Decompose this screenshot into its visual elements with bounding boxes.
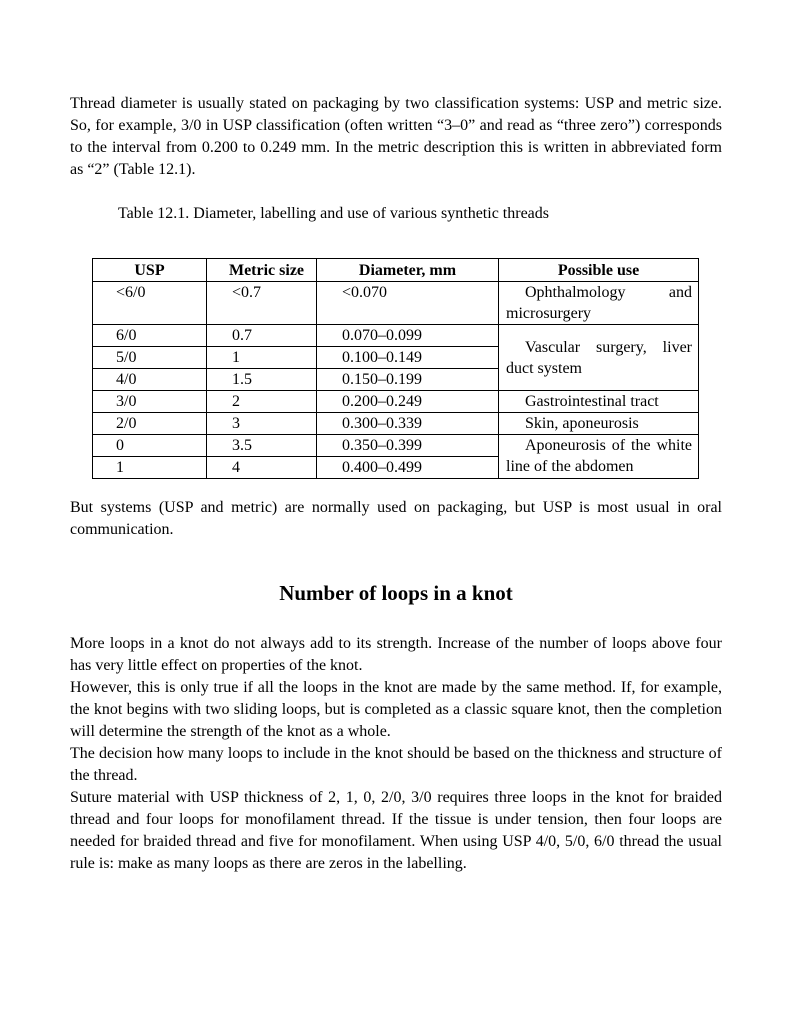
metric-cell: 3	[207, 413, 317, 435]
metric-cell: 3.5	[207, 435, 317, 457]
table-row	[93, 413, 699, 435]
table-row	[93, 282, 699, 325]
body-paragraph: The decision how many loops to include in the knot should be based on the thickness and structure of the thread.	[70, 745, 722, 784]
usp-cell: 4/0	[93, 369, 207, 391]
diameter-cell: 0.400–0.499	[317, 457, 499, 479]
use-cell: Ophthalmology and microsurgery	[499, 282, 699, 325]
use-cell: Aponeurosis of the white line of the abdomen	[499, 435, 699, 479]
usp-cell: 0	[93, 435, 207, 457]
metric-cell: 1	[207, 347, 317, 369]
usp-cell: 2/0	[93, 413, 207, 435]
metric-cell: <0.7	[207, 282, 317, 325]
body-paragraph: More loops in a knot do not always add to its strength. Increase of the number of loops above four has very little effect on properties of the knot.	[70, 635, 722, 674]
header-metric: Metric size	[207, 259, 317, 282]
table-row	[93, 391, 699, 413]
body-paragraph: Suture material with USP thickness of 2, 1, 0, 2/0, 3/0 requires three loops in the knot for braided thread and four loops for monofilament thread. If the tissue is under tension, then four loops are needed for braided thread and five for monofilament. When using USP 4/0, 5/0, 6/0 thread the usual rule is: make as many loops as there are zeros in the labelling.	[70, 789, 722, 872]
table-wrapper	[92, 258, 722, 479]
usp-cell: 1	[93, 457, 207, 479]
diameter-cell: 0.300–0.339	[317, 413, 499, 435]
use-cell: Vascular surgery, liver duct system	[499, 325, 699, 391]
diameter-cell: 0.070–0.099	[317, 325, 499, 347]
table-row	[93, 325, 699, 347]
table-row	[93, 435, 699, 457]
header-use: Possible use	[499, 259, 699, 282]
use-cell: Gastrointestinal tract	[499, 391, 699, 413]
metric-cell: 2	[207, 391, 317, 413]
usp-cell: <6/0	[93, 282, 207, 325]
usp-cell: 3/0	[93, 391, 207, 413]
diameter-cell: 0.100–0.149	[317, 347, 499, 369]
diameter-cell: 0.150–0.199	[317, 369, 499, 391]
usp-cell: 6/0	[93, 325, 207, 347]
header-diameter: Diameter, mm	[317, 259, 499, 282]
table-caption: Table 12.1. Diameter, labelling and use of various synthetic threads	[118, 205, 549, 222]
header-usp: USP	[93, 259, 207, 282]
diameter-cell: 0.350–0.399	[317, 435, 499, 457]
use-cell: Skin, aponeurosis	[499, 413, 699, 435]
usp-cell: 5/0	[93, 347, 207, 369]
metric-cell: 4	[207, 457, 317, 479]
diameter-cell: 0.200–0.249	[317, 391, 499, 413]
section-body	[70, 633, 722, 875]
document-page	[70, 93, 722, 875]
metric-cell: 0.7	[207, 325, 317, 347]
body-paragraph: However, this is only true if all the loops in the knot are made by the same method. If, for example, the knot begins with two sliding loops, but is completed as a classic square knot, then the completion will determine the strength of the knot as a whole.	[70, 679, 722, 740]
thread-table	[92, 258, 699, 479]
section-heading: Number of loops in a knot	[279, 581, 513, 605]
table-header-row	[93, 259, 699, 282]
intro-paragraph: Thread diameter is usually stated on packaging by two classification systems: USP and metric size. So, for example, 3/0 in USP classification (often written “3–0” and read as “three zero”) corresponds to the interval from 0.200 to 0.249 mm. In the metric description this is written in abbreviated form as “2” (Table 12.1).	[70, 95, 722, 178]
after-table-paragraph: But systems (USP and metric) are normally used on packaging, but USP is most usual in oral communication.	[70, 499, 722, 538]
metric-cell: 1.5	[207, 369, 317, 391]
diameter-cell: <0.070	[317, 282, 499, 325]
